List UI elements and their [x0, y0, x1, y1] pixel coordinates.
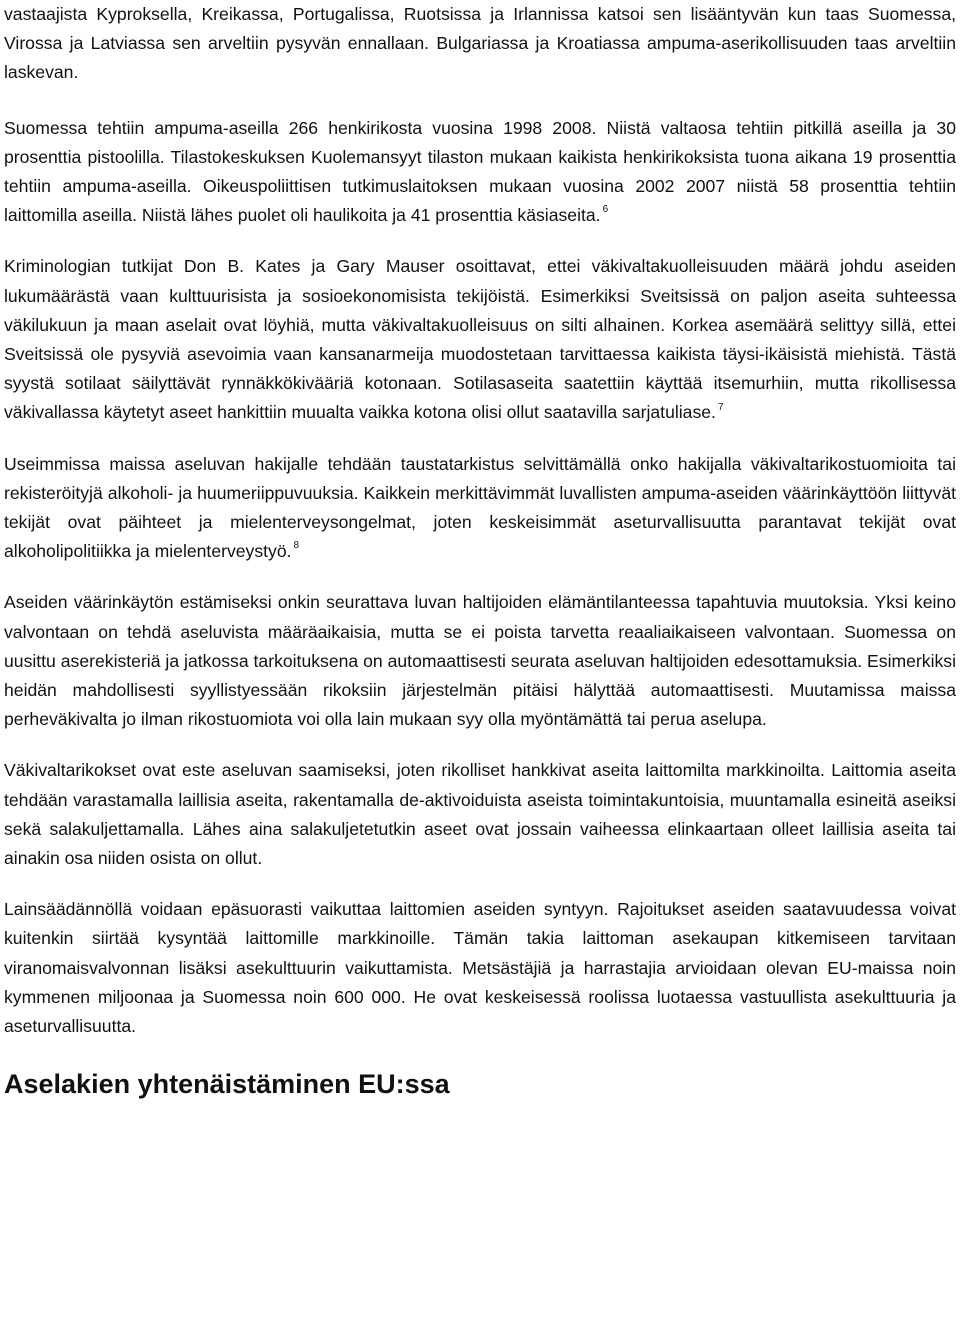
paragraph-6: [4, 756, 956, 873]
paragraph-3-text: Kriminologian tutkijat Don B. Kates ja Gary Mauser osoittavat, ettei väkivaltakuolleisuuden määrä johdu aseiden lukumäärästä vaan kulttuurisista ja sosioekonomisista tekijöistä. Esimerkiksi Sveitsissä on paljon aseita suhteessa väkilukuun ja maan aselait ovat löyhiä, mutta väkivaltakuolleisuus on silti alhainen. Korkea asemäärä selittyy sillä, ettei Sveitsissä ole pysyviä asevoimia vaan kansanarmeija muodostetaan tarvittaessa kaikista täysi-ikäisistä miehistä. Tästä syystä sotilaat säilyttävät rynnäkkökivääriä kotonaan. Sotilasaseita saatettiin käyttää itsemurhiin, mutta rikollisessa väkivallassa käytetyt aseet hankittiin muualta vaikka kotona olisi ollut saatavilla sarjatuliase.: [4, 256, 956, 423]
paragraph-7: [4, 895, 956, 1041]
footnote-6: 6: [602, 204, 609, 216]
paragraph-6-text: Väkivaltarikokset ovat este aseluvan saamiseksi, joten rikolliset hankkivat aseita laittomilta markkinoilta. Laittomia aseita tehdään varastamalla laillisia aseita, rakentamalla de-aktivoiduista aseista toimintakuntoisia, muuntamalla esineitä aseiksi sekä salakuljettamalla. Lähes aina salakuljetetutkin aseet ovat jossain vaiheessa elinkaartaan olleet laillisia aseita tai ainakin osa niiden osista on ollut.: [4, 760, 956, 869]
paragraph-5-text: Aseiden väärinkäytön estämiseksi onkin seurattava luvan haltijoiden elämäntilanteessa tapahtuvia muutoksia. Yksi keino valvontaan on tehdä aseluvista määräaikaisia, mutta se ei poista tarvetta reaaliaikaiseen valvontaan. Suomessa on uusittu aserekisteriä ja jatkossa tarkoituksena on automaattisesti seurata aseluvan haltijoiden edesottamuksia. Esimerkiksi heidän mahdollisesti syyllistyessään rikoksiin järjestelmän pitäisi hälyttää automaattisesti. Muutamissa maissa perheväkivalta jo ilman rikostuomiota voi olla lain mukaan syy olla myöntämättä tai perua aselupa.: [4, 592, 956, 730]
paragraph-7-text: Lainsäädännöllä voidaan epäsuorasti vaikuttaa laittomien aseiden syntyyn. Rajoitukset aseiden saatavuudessa voivat kuitenkin siirtää kysyntää laittomille markkinoille. Tämän takia laittoman asekaupan kitkemiseen tarvitaan viranomaisvalvonnan lisäksi asekulttuurin vaikuttamista. Metsästäjiä ja harrastajia arvioidaan olevan EU-maissa noin kymmenen miljoonaa ja Suomessa noin 600 000. He ovat keskeisessä roolissa luotaessa vastuullista asekulttuuria ja aseturvallisuutta.: [4, 899, 956, 1037]
paragraph-4: [4, 450, 956, 567]
paragraph-2-text: Suomessa tehtiin ampuma-aseilla 266 henkirikosta vuosina 1998 2008. Niistä valtaosa tehtiin pitkillä aseilla ja 30 prosenttia pistoolilla. Tilastokeskuksen Kuolemansyyt tilaston mukaan kaikista henkirikoksista tuona aikana 19 prosenttia tehtiin ampuma-aseilla. Oikeuspoliittisen tutkimuslaitoksen mukaan vuosina 2002 2007 niistä 58 prosenttia tehtiin laittomilla aseilla. Niistä lähes puolet oli haulikoita ja 41 prosenttia käsiaseita.: [4, 117, 956, 226]
paragraph-2: [4, 114, 956, 231]
paragraph-1: [4, 0, 956, 88]
paragraph-5: [4, 588, 956, 734]
footnote-7: 7: [717, 401, 724, 413]
section-heading: Aselakien yhtenäistäminen EU:ssa: [4, 1069, 450, 1100]
document-page: [4, 0, 956, 1101]
paragraph-4-text: Useimmissa maissa aseluvan hakijalle tehdään taustatarkistus selvittämällä onko hakijalla väkivaltarikostuomioita tai rekisteröityjä alkoholi- ja huumeriippuvuuksia. Kaikkein merkittävimmät luvallisten ampuma-aseiden väärinkäyttöön liittyvät tekijät ovat päihteet ja mielenterveysongelmat, joten keskeisimmät aseturvallisuutta parantavat tekijät ovat alkoholipolitiikka ja mielenterveystyö.: [4, 453, 956, 562]
footnote-8: 8: [293, 540, 300, 552]
paragraph-3: [4, 252, 956, 427]
paragraph-1-text: vastaajista Kyproksella, Kreikassa, Portugalissa, Ruotsissa ja Irlannissa katsoi sen lisääntyvän kun taas Suomessa, Virossa ja Latviassa sen arveltiin pysyvän ennallaan. Bulgariassa ja Kroatiassa ampuma-aserikollisuuden taas arveltiin laskevan.: [4, 4, 956, 83]
